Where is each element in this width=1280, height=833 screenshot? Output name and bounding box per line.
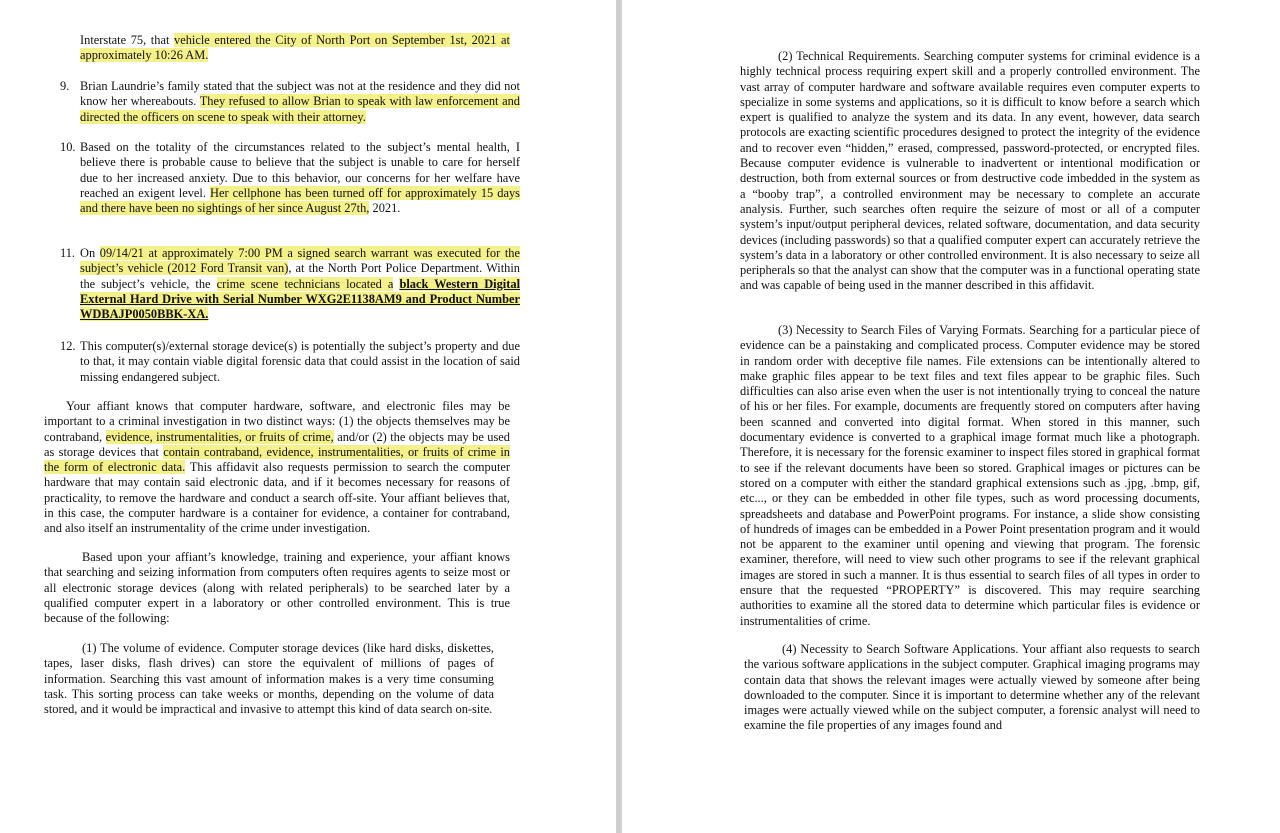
- paragraph-varying-formats: [740, 323, 1200, 629]
- left-page: [0, 0, 616, 833]
- item-9: [60, 79, 520, 125]
- item-12-text: This computer(s)/external storage device(s) is potentially the subject’s property and due to that, it may contain viable digital forensic data that could assist in the location of said missing endangered subject.: [80, 339, 520, 384]
- paragraph-affiant-knows: [44, 399, 510, 537]
- continuation-paragraph: [80, 33, 510, 64]
- para1-part-c: This affidavit also requests permission to search the computer hardware that may contain said electronic data, and if it becomes necessary for reasons of practicality, to remove the hardware and conduct a search off-site. Your affiant believes that, in this case, the computer hardware is a container for evidence, a container for contraband, and also itself an instrumentality of the crime under investigation.: [44, 460, 511, 536]
- item-11-drive-details: black Western Digital External Hard Drive with Serial Number WXG2E1138AM9 and Product Number WDBAJP0050BBK-XA.: [80, 276, 521, 322]
- right-page: [622, 0, 1280, 833]
- item-10-number: 10.: [60, 140, 76, 154]
- item-12-number: 12.: [60, 339, 76, 353]
- item-9-text: Brian Laundrie’s family stated that the subject was not at the residence and they did not know her whereabouts.: [80, 79, 520, 109]
- para1-part-a: Your affiant knows that computer hardware, software, and electronic files may be important to a criminal investigation in two distinct ways: (1) the objects themselves may be contraband,: [44, 399, 510, 444]
- item-11-highlight-1: 09/14/21 at approximately 7:00 PM a signed search warrant was executed for the subject’s vehicle (2012 Ford Transit van): [80, 246, 520, 276]
- item-10-text: Based on the totality of the circumstances related to the subject’s mental health, I believe there is probable cause to believe that the subject is unable to care for herself due to her increased anxiety. Due to this behavior, our concerns for her welfare have reached an exigent level.: [80, 140, 520, 200]
- item-11-pre: On: [80, 246, 100, 260]
- item-10: [60, 140, 520, 216]
- item-11: [60, 246, 520, 322]
- para-tech-text: (2) Technical Requirements. Searching computer systems for criminal evidence is a highly technical process requiring expert skill and a properly controlled environment. The vast array of computer hardware and software available requires even computer experts to specialize in some systems and applications, so it is difficult to know before a search which expert is qualified to analyze the system and its data. In any event, however, data search protocols are exacting scientific procedures designed to protect the integrity of the evidence and to recover even “hidden,” erased, compressed, password-protected, or encrypted files. Because computer evidence is vulnerable to inadvertent or intentional modification or destruction, both from external sources or from destructive code imbedded in the system as a “booby trap”, a controlled environment may be necessary to complete an accurate analysis. Further, such searches often require the seizure of most or all of a computer system’s input/output peripheral devices, related software, documentation, and data security devices (including passwords) so that a qualified computer expert can accurately retrieve the system’s data in a laboratory or other controlled environment. It is also necessary to seize all peripherals so that the analyst can show that the computer was in a functional operating state and was capable of being used in the manner described in this affidavit.: [740, 49, 1200, 293]
- paragraph-software-applications: [744, 642, 1200, 734]
- item-10-highlight: Her cellphone has been turned off for approximately 15 days and there have been no sightings of her since August 27th,: [80, 185, 520, 216]
- item-11-highlight-2: crime scene technicians located a: [216, 276, 394, 291]
- para-software-text: (4) Necessity to Search Software Applications. Your affiant also requests to search the various software applications in the subject computer. Graphical imaging programs may contain data that shows the relevant images were actually viewed by someone after being downloaded to the computer. Since it is important to determine whether any of the relevant images were actually viewed while on the subject computer, a forensic analyst will need to examine the file properties of any images found and: [744, 642, 1200, 733]
- para-formats-text: (3) Necessity to Search Files of Varying Formats. Searching for a particular piece of evidence can be a painstaking and complicated process. Computer evidence may be stored in random order with deceptive file names. File extensions can be intentionally altered to make graphic files appear to be text files and text files appear to be graphic files. Such difficulties can also arise even when the user is not intentionally trying to conceal the nature of his or her files. For example, documents are frequently stored on computers after having been scanned and converted into digital format. When stored in this manner, such documentary evidence is converted to a graphical image format much like a photograph. Therefore, it is necessary for the forensic examiner to inspect files stored in graphical format to see if the relevant documents have been so stored. Graphical images or pictures can be stored on a computer with either the standard graphical extensions such as .jpg, .bmp, gif, etc..., or they can be embedded in other file types, such as word processing documents, spreadsheets and database and PowerPoint programs. For instance, a slide show consisting of hundreds of images can be embedded in a Power Point presentation program and it would not be apparent to the examiner until opening and viewing that program. The forensic examiner, therefore, will need to view such other programs to see if the relevant graphical images are stored in such a manner. It is thus essential to search files of all types in order to ensure that the requested “PROPERTY” is discovered. This may require searching authorities to examine all the stored data to determine which particular files is evidence or instrumentalities of crime.: [740, 323, 1200, 628]
- item-12: [60, 339, 520, 385]
- para2-text: Based upon your affiant’s knowledge, training and experience, your affiant knows that searching and seizing information from computers often requires agents to seize most or all electronic storage devices (along with related peripherals) to be searched later by a qualified computer expert in a laboratory or other controlled environment. This is true because of the following:: [44, 550, 510, 626]
- item-10-tail: 2021.: [369, 201, 401, 216]
- item-11-number: 11.: [60, 246, 76, 260]
- continuation-highlight: vehicle entered the City of North Port on September 1st, 2021 at approximately 10:26 AM.: [80, 33, 510, 63]
- continuation-text: Interstate 75, that: [80, 33, 174, 47]
- para1-highlight-1: evidence, instrumentalities, or fruits of crime,: [105, 429, 334, 444]
- para1-part-b: and/or (2) the objects may be used as storage devices that: [44, 429, 510, 459]
- paragraph-based-upon: [44, 550, 510, 626]
- paragraph-volume-of-evidence: [44, 641, 494, 717]
- item-9-highlight: They refused to allow Brian to speak with law enforcement and directed the officers on scene to speak with their attorney.: [80, 94, 521, 124]
- item-11-mid: , at the North Port Police Department. Within the subject’s vehicle, the: [80, 261, 520, 291]
- paragraph-technical-requirements: [740, 49, 1200, 294]
- para3-text: (1) The volume of evidence. Computer storage devices (like hard disks, diskettes, tapes, laser disks, flash drives) can store the equivalent of millions of pages of information. Searching this vast amount of information makes is a very time consuming task. This sorting process can take weeks or months, depending on the volume of data stored, and it would be impractical and invasive to attempt this kind of data search on-site.: [44, 641, 494, 717]
- para1-highlight-2: contain contraband, evidence, instrumentalities, or fruits of crime in the form of electronic data.: [44, 444, 510, 475]
- item-9-number: 9.: [60, 79, 70, 93]
